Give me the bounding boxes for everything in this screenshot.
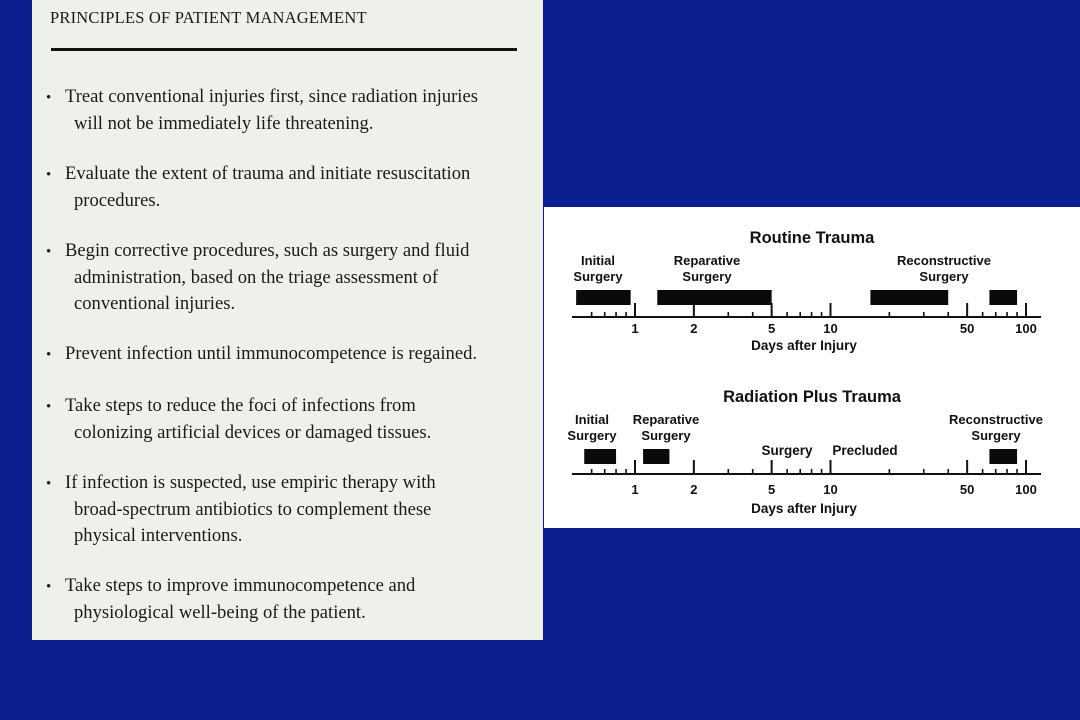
principles-document [32, 0, 543, 640]
axis-tick-label: 5 [768, 482, 776, 497]
axis-tick-label: 50 [959, 321, 975, 336]
bullet-item [46, 161, 557, 214]
surgery-bar [576, 290, 630, 305]
surgery-precluded-note: Precluded [832, 443, 898, 458]
phase-label: Initial [581, 253, 615, 268]
bullet-text-line: Take steps to reduce the foci of infections from [65, 395, 416, 416]
surgery-bar [989, 449, 1017, 464]
bullet-text-line: physiological well-being of the patient. [74, 602, 366, 623]
phase-label: Surgery [567, 428, 617, 443]
bullet-item [46, 573, 557, 626]
bullet-text-line: Prevent infection until immunocompetence is regained. [65, 343, 478, 364]
surgery-bar [643, 449, 669, 464]
bullet-icon: • [46, 579, 52, 595]
bullet-text-line: Begin corrective procedures, such as surgery and fluid [65, 240, 470, 261]
phase-label: Initial [575, 412, 609, 427]
bullet-item [46, 84, 557, 137]
axis-tick-label: 100 [1015, 482, 1037, 497]
timeline-figure [544, 207, 1080, 528]
bullet-icon: • [46, 244, 52, 260]
bullet-icon: • [46, 476, 52, 492]
bullet-text-line: broad-spectrum antibiotics to complement these [74, 499, 432, 520]
bullet-item [46, 238, 557, 317]
phase-label: Reconstructive [949, 412, 1043, 427]
phase-label: Surgery [573, 269, 623, 284]
bullet-icon: • [46, 167, 52, 183]
bullet-text-line: conventional injuries. [74, 293, 236, 314]
axis-tick-label: 50 [959, 482, 975, 497]
bullet-text-line: colonizing artificial devices or damaged tissues. [74, 422, 432, 443]
bullet-text-line: will not be immediately life threatening. [74, 113, 374, 134]
surgery-bar [657, 290, 771, 305]
timeline-title: Radiation Plus Trauma [723, 388, 901, 406]
bullet-icon: • [46, 347, 52, 363]
phase-label: Surgery [641, 428, 691, 443]
timeline-svg [544, 207, 1080, 528]
bullet-item [46, 341, 557, 368]
surgery-bar [870, 290, 948, 305]
bullet-text-line: Treat conventional injuries first, since radiation injuries [65, 86, 478, 107]
axis-tick-label: 2 [690, 321, 698, 336]
bullet-icon: • [46, 399, 52, 415]
phase-label: Reparative [632, 412, 700, 427]
axis-tick-label: 10 [823, 321, 838, 336]
axis-label: Days after Injury [751, 501, 857, 516]
axis-tick-label: 2 [690, 482, 698, 497]
surgery-precluded-note: Surgery [761, 443, 813, 458]
bullet-text-line: Evaluate the extent of trauma and initiate resuscitation [65, 163, 471, 184]
bullet-item [46, 470, 557, 549]
axis-tick-label: 10 [823, 482, 838, 497]
heading-rule [51, 48, 517, 51]
phase-label: Surgery [971, 428, 1021, 443]
bullet-text-line: Take steps to improve immunocompetence and [65, 575, 416, 596]
phase-label: Reparative [673, 253, 741, 268]
bullet-text-line: procedures. [74, 190, 161, 211]
document-heading: PRINCIPLES OF PATIENT MANAGEMENT [50, 8, 367, 27]
phase-label: Surgery [682, 269, 732, 284]
axis-tick-label: 1 [631, 321, 639, 336]
axis-label: Days after Injury [751, 338, 857, 353]
bullet-text-line: If infection is suspected, use empiric therapy with [65, 472, 436, 493]
bullet-text-line: physical interventions. [74, 525, 243, 546]
surgery-bar [584, 449, 616, 464]
axis-tick-label: 1 [631, 482, 639, 497]
bullet-icon: • [46, 90, 52, 106]
phase-label: Surgery [919, 269, 969, 284]
surgery-bar [989, 290, 1017, 305]
axis-tick-label: 5 [768, 321, 776, 336]
timeline-title: Routine Trauma [749, 229, 875, 247]
bullet-text-line: administration, based on the triage assessment of [74, 267, 439, 288]
axis-tick-label: 100 [1015, 321, 1037, 336]
phase-label: Reconstructive [897, 253, 991, 268]
bullet-item [46, 393, 557, 446]
